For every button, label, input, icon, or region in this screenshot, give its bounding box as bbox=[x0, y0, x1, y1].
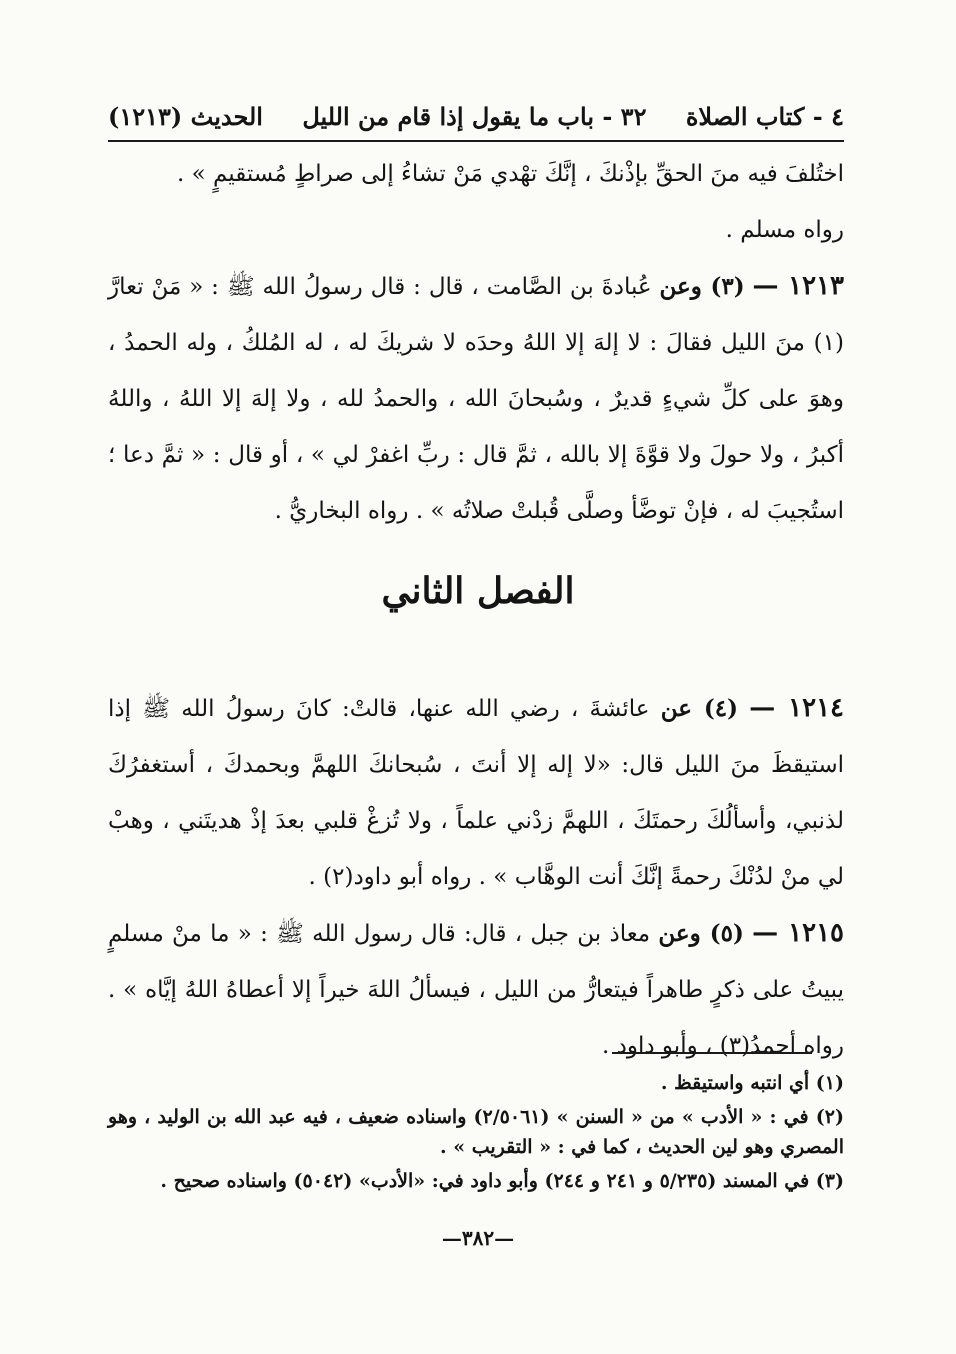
footnote-1: (١) أي انتبه واستيقظ . bbox=[660, 1072, 844, 1094]
hadith-text: عُبادةَ بن الصَّامت ، قال : قال رسولُ الله ﷺ : « مَنْ تعارَّ (١) منَ الليل فقالَ : لا إلهَ إلا اللهُ وحدَه لا شريكَ له ، له المُلكُ ، وله الحمدُ ، وهوَ على كلِّ شيءٍ قديرٌ ، وسُبحانَ الله ، والحمدُ لله ، ولا إلهَ إلا اللهُ ، واللهُ أكبرُ ، ولا حولَ ولا قوَّةَ إلا بالله ، ثمَّ قال : ربِّ اغفرْ لي » ، أو قال : « ثمَّ دعا ؛ استُجيبَ له ، فإنْ توضَّأ وصلَّى قُبلتْ صلاتُه » . رواه البخاريُّ . bbox=[108, 274, 844, 524]
hadith-number: ١٢١٤ — bbox=[749, 693, 844, 723]
page-number: —٣٨٢— bbox=[441, 1226, 515, 1250]
hadith-lead: (٣) وعن bbox=[659, 273, 745, 300]
hadith-1213 bbox=[108, 258, 844, 539]
hadith-number: ١٢١٥ — bbox=[752, 918, 845, 948]
hadith-text: عائشةَ ، رضي الله عنها، قالتْ: كانَ رسولُ الله ﷺ إذا استيقظَ منَ الليل قال: «لا إله إلا أنتَ ، سُبحانكَ اللهمَّ وبحمدكَ ، أستغفرُكَ لذنبي، وأسألُكَ رحمتَكَ ، اللهمَّ زدْني علماً ، ولا تُزغْ قلبي بعدَ إذْ هديتَني ، وهبْ لي منْ لدُنْكَ رحمةً إنَّكَ أنت الوهَّاب » . رواه أبو داود(٢) . bbox=[108, 696, 844, 890]
footnote-divider bbox=[612, 1052, 812, 1054]
hadith-number: ١٢١٣ — bbox=[752, 271, 844, 301]
footnote-3: (٣) في المسند (٥/٢٣٥ و ٢٤١ و ٢٤٤) وأبو داود في: «الأدب» (٥٠٤٢) واسناده صحيح . bbox=[160, 1170, 844, 1192]
running-header bbox=[108, 92, 844, 142]
section-title: الفصل الثاني bbox=[381, 570, 575, 612]
lower-text-block bbox=[108, 680, 844, 1074]
hadith-lead: (٥) وعن bbox=[658, 920, 744, 947]
footnotes bbox=[108, 1068, 844, 1200]
hadith-lead: (٤) عن bbox=[660, 695, 738, 722]
header-book: ٤ - كتاب الصلاة bbox=[685, 101, 844, 131]
hadith-1214 bbox=[108, 680, 844, 905]
hadith-text: معاذ بن جبل ، قال: قال رسول الله ﷺ : « ما منْ مسلمٍ يبيتُ على ذكرٍ طاهراً فيتعارُّ من الليل ، فيسألُ اللهَ خيراً إلا أعطاهُ اللهُ إيَّاه » . رواه أحمدُ(٣) ، وأبو داود . bbox=[108, 921, 844, 1059]
continuation-line: اختُلفَ فيه منَ الحقِّ بإذْنكَ ، إنَّكَ تهْدي مَنْ تشاءُ إلى صراطٍ مُستقيمٍ » . bbox=[176, 161, 844, 187]
narration-source: رواه مسلم . bbox=[725, 217, 844, 243]
footnote-2: (٢) في : « الأدب » من « السنن » (٢/٥٠٦١) واسناده ضعيف ، فيه عبد الله بن الوليد ، وهو المصري وهو لين الحديث ، كما في : « التقريب » . bbox=[108, 1106, 844, 1158]
header-chapter: ٣٢ - باب ما يقول إذا قام من الليل bbox=[302, 101, 647, 131]
header-hadith-ref: الحديث (١٢١٣) bbox=[108, 101, 263, 131]
hadith-1215 bbox=[108, 905, 844, 1074]
top-text-block bbox=[108, 146, 844, 539]
